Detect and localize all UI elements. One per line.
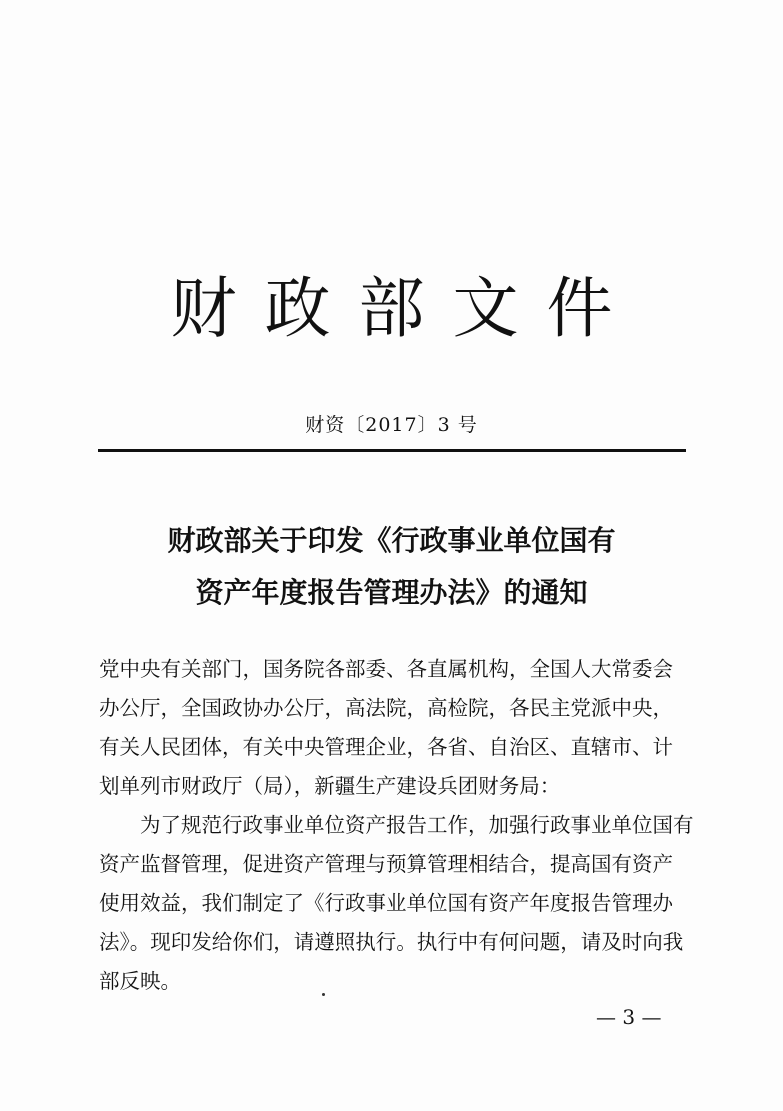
body-line: 使用效益，我们制定了《行政事业单位国有资产年度报告管理办 <box>99 891 673 915</box>
recipients-line: 有关人民团体，有关中央管理企业，各省、自治区、直辖市、计 <box>99 735 673 759</box>
body-line: 部反映。 <box>99 969 181 993</box>
document-masthead: 财政部文件 <box>170 270 641 347</box>
body-line: 法》。现印发给你们，请遵照执行。执行中有何问题，请及时向我 <box>99 930 684 954</box>
title-line-1: 财政部关于印发《行政事业单位国有 <box>167 524 616 557</box>
title-line-2: 资产年度报告管理办法》的通知 <box>195 576 588 609</box>
recipients-line: 划单列市财政厅（局），新疆生产建设兵团财务局： <box>99 774 561 798</box>
body-line: 资产监督管理，促进资产管理与预算管理相结合，提高国有资产 <box>99 852 673 876</box>
body-paragraph <box>99 806 699 1001</box>
body-line: 为了规范行政事业单位资产报告工作，加强行政事业单位国有 <box>140 813 694 837</box>
document-title <box>0 515 783 619</box>
document-number: 财资〔2017〕3 号 <box>305 414 478 436</box>
scan-speck <box>322 993 325 996</box>
recipients-line: 党中央有关部门，国务院各部委、各直属机构，全国人大常委会 <box>99 657 673 681</box>
page-number: — 3 — <box>596 1005 662 1029</box>
recipients-block <box>99 650 699 806</box>
header-divider-rule <box>98 449 686 452</box>
recipients-line: 办公厅，全国政协办公厅，高法院，高检院，各民主党派中央， <box>99 696 673 720</box>
